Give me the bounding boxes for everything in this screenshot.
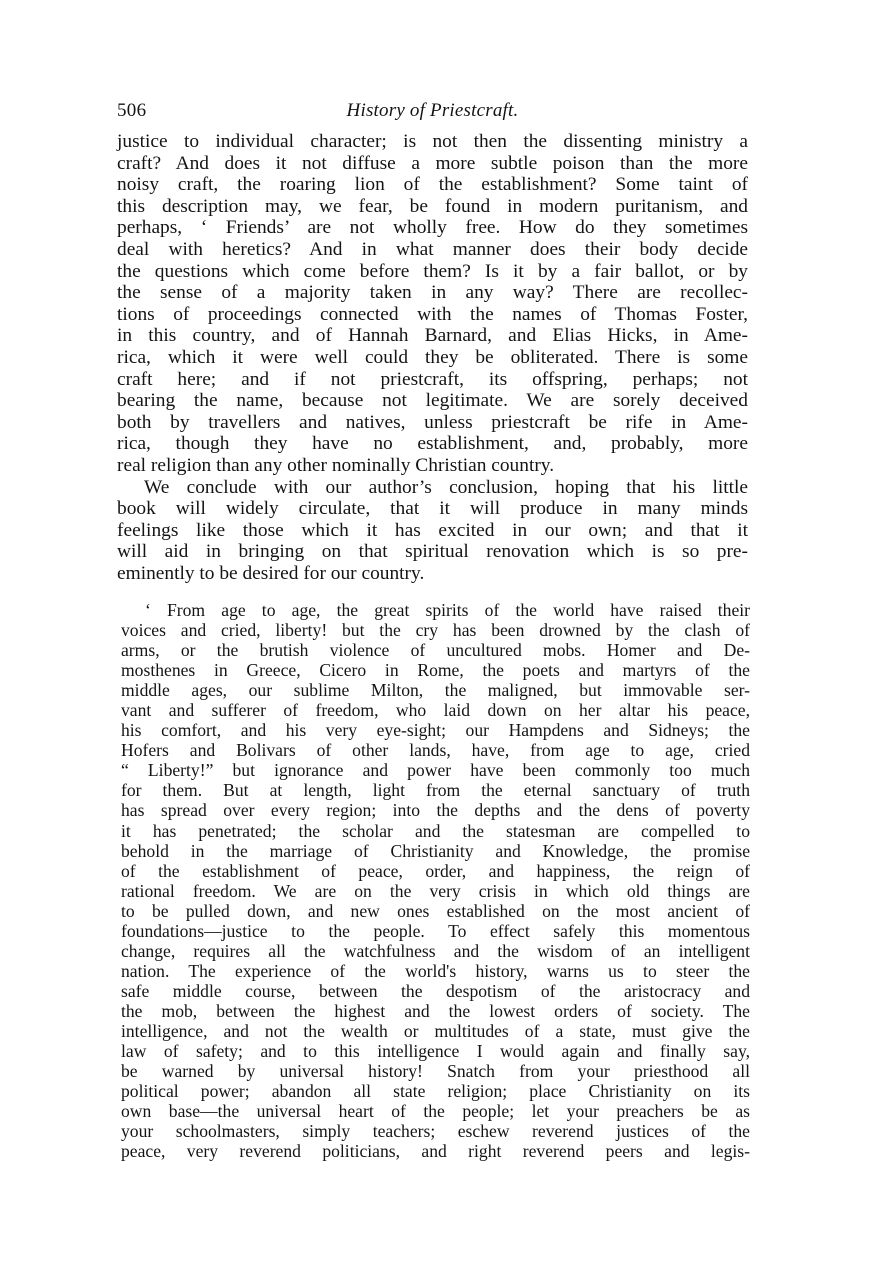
- body-line: the sense of a majority taken in any way? There are recollec-: [117, 282, 748, 304]
- body-line: noisy craft, the roaring lion of the establishment? Some taint of: [117, 174, 748, 196]
- quote-line: rational freedom. We are on the very crisis in which old things are: [121, 880, 750, 901]
- quote-line: own base—the universal heart of the people; let your preachers be as: [121, 1101, 750, 1122]
- quote-line: voices and cried, liberty! but the cry has been drowned by the clash of: [121, 620, 750, 641]
- body-line: bearing the name, because not legitimate. We are sorely deceived: [117, 390, 748, 412]
- page-number: 506: [117, 100, 147, 121]
- body-line: in this country, and of Hannah Barnard, and Elias Hicks, in Ame-: [117, 325, 748, 347]
- body-line: deal with heretics? And in what manner does their body decide: [117, 238, 748, 260]
- quote-line: safe middle course, between the despotism of the aristocracy and: [121, 980, 750, 1001]
- quote-line: his comfort, and his very eye-sight; our Hampdens and Sidneys; the: [121, 720, 750, 741]
- quote-line: change, requires all the watchfulness and the wisdom of an intelligent: [121, 940, 750, 961]
- quote-line: it has penetrated; the scholar and the statesman are compelled to: [121, 820, 750, 841]
- quote-line: law of safety; and to this intelligence I would again and finally say,: [121, 1041, 750, 1062]
- quote-line: foundations—justice to the people. To effect safely this momentous: [121, 920, 750, 941]
- quote-line: your schoolmasters, simply teachers; eschew reverend justices of the: [121, 1121, 750, 1142]
- block-quote: [121, 600, 750, 1161]
- quote-line: nation. The experience of the world's history, warns us to steer the: [121, 960, 750, 981]
- body-line: both by travellers and natives, unless priestcraft be rife in Ame-: [117, 411, 748, 433]
- page-header: [117, 100, 748, 126]
- body-line: craft here; and if not priestcraft, its offspring, perhaps; not: [117, 368, 748, 390]
- body-line: perhaps, ‘ Friends’ are not wholly free. How do they sometimes: [117, 217, 748, 239]
- quote-line: mosthenes in Greece, Cicero in Rome, the poets and martyrs of the: [121, 660, 750, 681]
- body-line: will aid in bringing on that spiritual renovation which is so pre-: [117, 541, 748, 563]
- body-line: this description may, we fear, be found in modern puritanism, and: [117, 195, 748, 217]
- quote-line: peace, very reverend politicians, and right reverend peers and legis-: [121, 1141, 750, 1162]
- body-line: real religion than any other nominally Christian country.: [117, 454, 555, 476]
- body-line: We conclude with our author’s conclusion, hoping that his little: [144, 476, 748, 498]
- quote-line: arms, or the brutish violence of uncultured mobs. Homer and De-: [121, 640, 750, 661]
- quote-line: vant and sufferer of freedom, who laid down on her altar his peace,: [121, 700, 750, 721]
- quote-line: Hofers and Bolivars of other lands, have, from age to age, cried: [121, 740, 750, 761]
- quote-line: political power; abandon all state religion; place Christianity on its: [121, 1081, 750, 1102]
- body-line: justice to individual character; is not then the dissenting ministry a: [117, 131, 748, 152]
- body-line: craft? And does it not diffuse a more subtle poison than the more: [117, 152, 748, 174]
- quote-line: to be pulled down, and new ones established on the most ancient of: [121, 900, 750, 921]
- quote-line: has spread over every region; into the depths and the dens of poverty: [121, 800, 750, 821]
- body-line: the questions which come before them? Is it by a fair ballot, or by: [117, 260, 748, 282]
- quote-line: the mob, between the highest and the lowest orders of society. The: [121, 1000, 750, 1021]
- body-line: tions of proceedings connected with the names of Thomas Foster,: [117, 303, 748, 325]
- body-line: rica, which it were well could they be obliterated. There is some: [117, 346, 748, 368]
- body-line: feelings like those which it has excited in our own; and that it: [117, 519, 748, 541]
- quote-line: be warned by universal history! Snatch from your priesthood all: [121, 1061, 750, 1082]
- quote-line: for them. But at length, light from the eternal sanctuary of truth: [121, 780, 750, 801]
- quote-line: ‘ From age to age, the great spirits of the world have raised their: [145, 600, 750, 620]
- body-line: eminently to be desired for our country.: [117, 562, 425, 584]
- body-line: book will widely circulate, that it will produce in many minds: [117, 498, 748, 520]
- quote-line: intelligence, and not the wealth or multitudes of a state, must give the: [121, 1020, 750, 1041]
- quote-line: of the establishment of peace, order, and happiness, the reign of: [121, 860, 750, 881]
- body-text: [117, 131, 748, 584]
- quote-line: behold in the marriage of Christianity and Knowledge, the promise: [121, 840, 750, 861]
- body-line: rica, though they have no establishment, and, probably, more: [117, 433, 748, 455]
- running-head: History of Priestcraft.: [346, 100, 519, 121]
- quote-line: “ Liberty!” but ignorance and power have been commonly too much: [121, 760, 750, 781]
- quote-line: middle ages, our sublime Milton, the maligned, but immovable ser-: [121, 680, 750, 701]
